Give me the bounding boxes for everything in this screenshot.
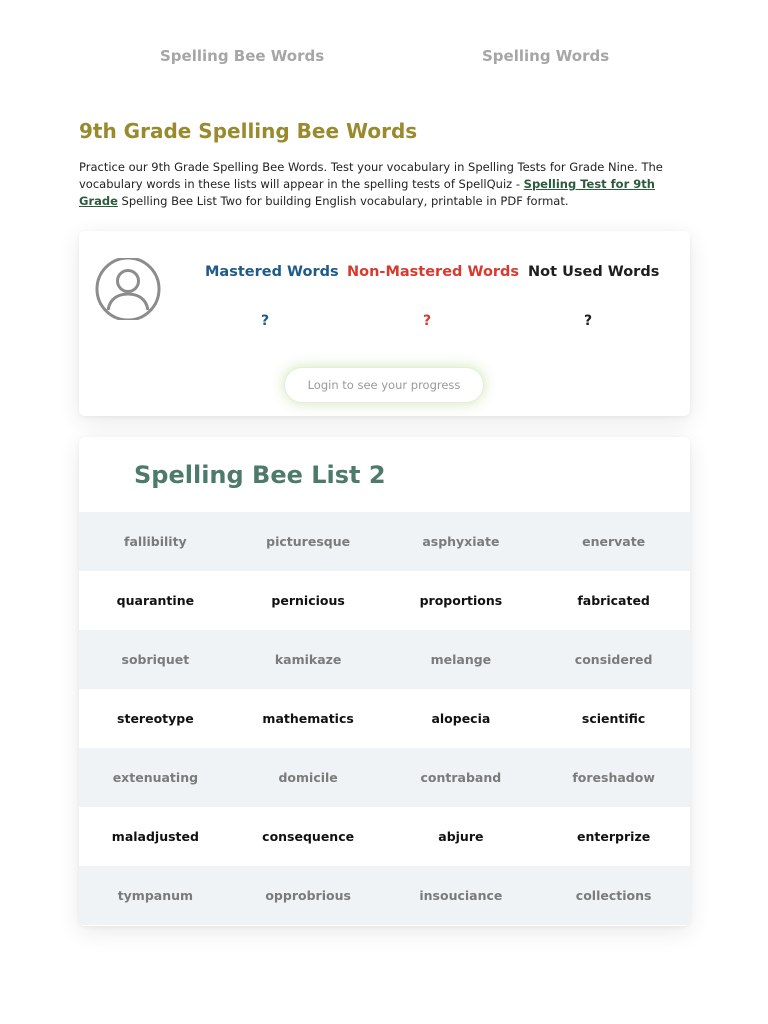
word-cell[interactable]: quarantine: [116, 593, 195, 608]
word-cell[interactable]: proportions: [419, 593, 503, 608]
table-row: [79, 866, 690, 925]
word-cell[interactable]: stereotype: [117, 711, 194, 726]
word-cell[interactable]: opprobrious: [265, 888, 351, 903]
table-row: [79, 630, 690, 689]
word-cell[interactable]: insouciance: [419, 888, 503, 903]
word-cell[interactable]: contraband: [420, 770, 502, 785]
mastered-words-label: Mastered Words: [205, 264, 339, 280]
word-cell[interactable]: melange: [430, 652, 492, 667]
nav-link-spelling-words[interactable]: Spelling Words: [482, 47, 610, 65]
table-row: [79, 807, 690, 866]
not-used-words-count: ?: [583, 313, 593, 329]
table-row: [79, 748, 690, 807]
word-cell[interactable]: considered: [574, 652, 653, 667]
word-cell[interactable]: maladjusted: [111, 829, 199, 844]
word-cell[interactable]: alopecia: [431, 711, 491, 726]
intro-paragraph: [79, 159, 679, 210]
non-mastered-words-count: ?: [422, 313, 432, 329]
word-cell[interactable]: tympanum: [117, 888, 194, 903]
word-cell[interactable]: scientific: [581, 711, 646, 726]
intro-text-after: Spelling Bee List Two for building English vocabulary, printable in PDF format.: [117, 194, 569, 208]
word-cell[interactable]: sobriquet: [121, 652, 190, 667]
word-cell[interactable]: asphyxiate: [422, 534, 500, 549]
table-row: [79, 512, 690, 571]
intro-text-before: Practice our 9th Grade Spelling Bee Words. Test your vocabulary in Spelling Tests for Grade Nine. The vocabulary words in these lists will appear in the spelling tests of SpellQuiz -: [79, 160, 663, 191]
login-progress-button[interactable]: Login to see your progress: [284, 367, 484, 403]
non-mastered-words-label: Non-Mastered Words: [347, 264, 520, 280]
word-table: [79, 512, 690, 925]
word-cell[interactable]: foreshadow: [572, 770, 655, 785]
page-title: 9th Grade Spelling Bee Words: [79, 119, 418, 143]
list-title: Spelling Bee List 2: [134, 461, 386, 489]
word-cell[interactable]: enervate: [582, 534, 646, 549]
nav-link-spelling-bee-words[interactable]: Spelling Bee Words: [160, 47, 325, 65]
spelling-list-card: [79, 437, 690, 926]
spelling-test-link[interactable]: Spelling Test for 9th Grade: [79, 177, 655, 208]
word-cell[interactable]: extenuating: [112, 770, 199, 785]
word-cell[interactable]: abjure: [438, 829, 484, 844]
word-cell[interactable]: mathematics: [262, 711, 354, 726]
word-cell[interactable]: pernicious: [271, 593, 345, 608]
progress-card: [79, 231, 690, 416]
word-cell[interactable]: fallibility: [124, 534, 187, 549]
table-row: [79, 571, 690, 630]
not-used-words-label: Not Used Words: [528, 264, 660, 280]
word-cell[interactable]: collections: [575, 888, 652, 903]
word-cell[interactable]: fabricated: [577, 593, 650, 608]
word-cell[interactable]: picturesque: [266, 534, 351, 549]
user-avatar-icon: [95, 258, 161, 320]
word-cell[interactable]: domicile: [278, 770, 338, 785]
mastered-words-count: ?: [260, 313, 270, 329]
word-cell[interactable]: enterprize: [577, 829, 651, 844]
top-nav: [0, 0, 768, 110]
word-cell[interactable]: kamikaze: [274, 652, 342, 667]
word-cell[interactable]: consequence: [262, 829, 355, 844]
table-row: [79, 689, 690, 748]
